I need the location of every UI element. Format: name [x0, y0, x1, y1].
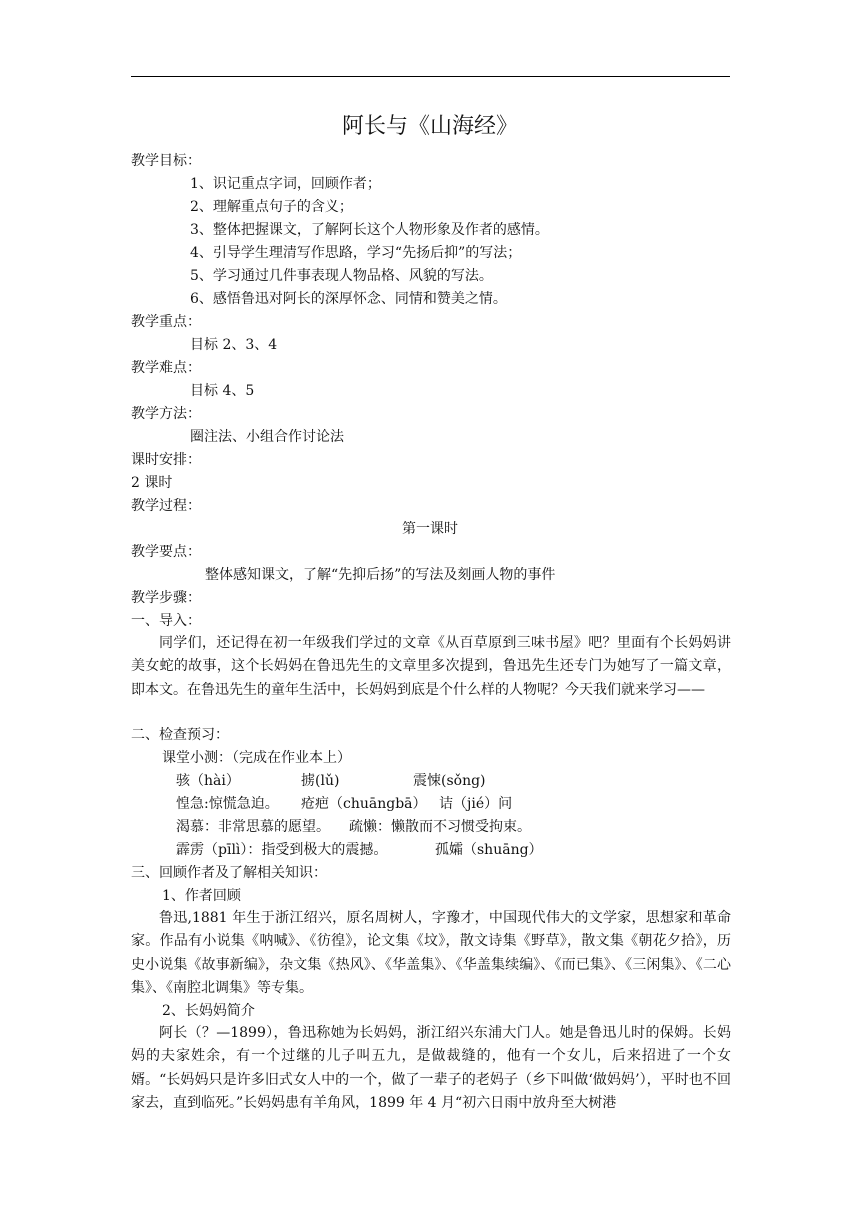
objective-item: 2、理解重点句子的含义；: [190, 199, 353, 215]
difficulties-text: 目标 4、5: [190, 383, 255, 399]
objective-item: 5、学习通过几件事表现人物品格、风貌的写法。: [190, 268, 493, 284]
quiz-word: 孤孀（shuāng）: [435, 842, 543, 858]
author-review-heading: 1、作者回顾: [162, 888, 241, 904]
objectives-heading: 教学目标：: [131, 153, 201, 169]
key-points-text: 目标 2、3、4: [190, 337, 278, 353]
key-points-heading: 教学重点：: [131, 314, 201, 330]
section2-heading: 二、检查预习：: [131, 727, 229, 743]
quiz-word: 掳(lǔ): [301, 773, 340, 789]
lesson-points-text: 整体感知课文，了解“先抑后扬”的写法及刻画人物的事件: [205, 567, 556, 583]
quiz-word: 骇（hài）: [176, 773, 240, 789]
quiz-word: 渴慕：非常思慕的愿望。: [176, 819, 330, 835]
steps-heading: 教学步骤：: [131, 590, 201, 606]
objective-item: 3、整体把握课文，了解阿长这个人物形象及作者的感情。: [190, 222, 549, 238]
quiz-word: 疏懒：懒散而不习惯受拘束。: [349, 819, 531, 835]
author-review-paragraph: 鲁迅,1881 年生于浙江绍兴，原名周树人，字豫才，中国现代伟大的文学家，思想家和革命家。作品有小说集《呐喊》、《彷徨》，论文集《坟》，散文诗集《野草》，散文集《朝花夕拾》，历史小说集《故事新编》，杂文集《热风》、《华盖集》、《华盖集续编》、《而已集》、《三闲集》、《二心集》、《南腔北调集》等专集。: [131, 910, 731, 997]
quiz-word: 惶急:惊慌急迫。: [176, 796, 279, 812]
quiz-heading: 课堂小测：（完成在作业本上）: [162, 750, 351, 766]
schedule-text: 2 课时: [131, 475, 173, 491]
header-rule: [131, 76, 730, 77]
section1-heading: 一、导入：: [131, 613, 201, 629]
objective-item: 4、引导学生理清写作思路，学习“先扬后抑”的写法；: [190, 245, 522, 261]
quiz-word: 震悚(sǒng): [413, 773, 486, 789]
process-heading: 教学过程：: [131, 498, 201, 514]
quiz-word: 霹雳（pīlì）：指受到极大的震撼。: [176, 842, 388, 858]
lesson-points-heading: 教学要点：: [131, 544, 201, 560]
objective-item: 1、识记重点字词，回顾作者；: [190, 176, 381, 192]
section3-heading: 三、回顾作者及了解相关知识：: [131, 865, 327, 881]
quiz-word: 诘（jié）问: [439, 796, 513, 812]
document-title: 阿长与《山海经》: [341, 114, 518, 139]
changmama-heading: 2、长妈妈简介: [162, 1003, 255, 1019]
changmama-paragraph: 阿长（？—1899），鲁迅称她为长妈妈，浙江绍兴东浦大门人。她是鲁迅儿时的保姆。长妈妈的夫家姓余，有一个过继的儿子叫五九，是做裁缝的，他有一个女儿，后来招进了一个女婿。“长妈妈只是许多旧式女人中的一个，做了一辈子的老妈子（乡下叫做‘做妈妈’），平时也不回家去，直到临死。”长妈妈患有羊角风，1899 年 4 月“初六日雨中放舟至大树港: [131, 1025, 731, 1112]
difficulties-heading: 教学难点：: [131, 360, 201, 376]
methods-heading: 教学方法：: [131, 406, 201, 422]
objective-item: 6、感悟鲁迅对阿长的深厚怀念、同情和赞美之情。: [190, 291, 507, 307]
section1-paragraph: 同学们，还记得在初一年级我们学过的文章《从百草原到三味书屋》吧？里面有个长妈妈讲美女蛇的故事，这个长妈妈在鲁迅先生的文章里多次提到，鲁迅先生还专门为她写了一篇文章，即本文。在鲁迅先生的童年生活中，长妈妈到底是个什么样的人物呢？今天我们就来学习——: [131, 635, 731, 698]
methods-text: 圈注法、小组合作讨论法: [190, 429, 344, 445]
schedule-heading: 课时安排：: [131, 452, 201, 468]
lesson-title: 第一课时: [402, 521, 458, 537]
quiz-word: 疮疤（chuāngbā）: [301, 796, 427, 812]
